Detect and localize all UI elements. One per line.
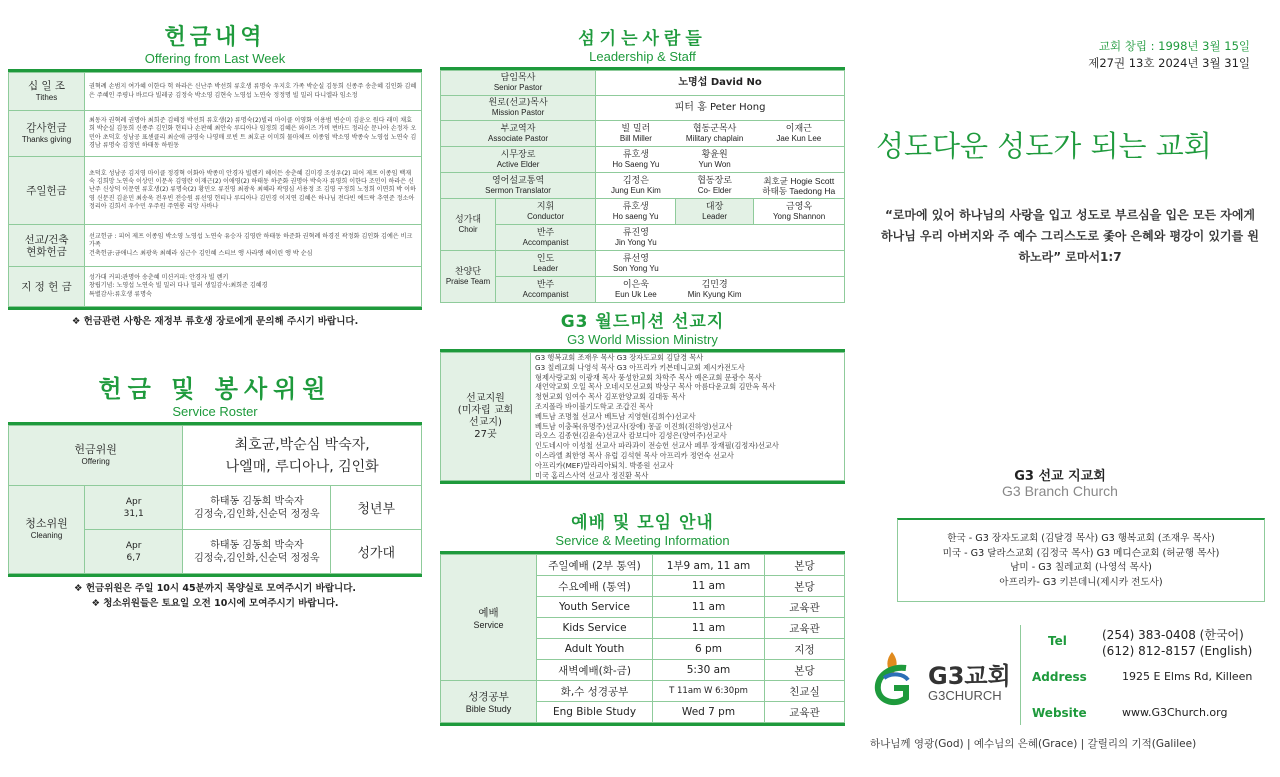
- cleaning-label: 청소위원: [25, 516, 68, 530]
- leader-label: 대장: [705, 201, 724, 212]
- praise-leader-label: 인도: [536, 253, 555, 264]
- table-row: [9, 225, 422, 267]
- accompanist-sub: Accompanist: [522, 237, 569, 247]
- translator-name-en: Jung Eun Kim: [610, 185, 661, 195]
- service-place: 교육관: [765, 618, 845, 639]
- accompanist-name-en: Jin Yong Yu: [615, 237, 657, 247]
- offering-note: ❖ 헌금관련 사항은 재정부 류호생 장로에게 문의해 주시기 바랍니다.: [71, 316, 359, 327]
- thanks-label: 감사헌금: [26, 121, 67, 134]
- table-row: [9, 426, 422, 486]
- assoc-name: 협동군목사: [692, 123, 737, 134]
- assoc-name: 이재근: [785, 123, 812, 134]
- tel-label: Tel: [1048, 634, 1067, 648]
- praise-leader-name-en: Son Yong Yu: [613, 263, 659, 273]
- list-item: 청현교회 임여수 목사 김포한양교회 김대동 목사: [535, 392, 686, 402]
- table-row: [441, 277, 845, 303]
- service-name: Adult Youth: [537, 639, 653, 660]
- thanks-names: 최동자 권혁례 권명아 최희준 김혜정 박선희 류호생(2) 류명숙(2)빌리 마이클 이영화 이용범 변순미 김윤오 원다 래미 채효희 박순실 김동희 신종주 김인화 헌티나 손판혜 최안숙 루디아나 임정희 김혜은 와이즈 가비 번바드 정리순 문나아 손정자 오민아 초덕호 성남공 표센클리 최순애 금영숙 나영매 로빈 트 최호균 이미희 물마체프 이종임 박소영 박종숙 노영섭 노연숙 김경남 류명숙 김정민 하태동 하원동: [85, 111, 422, 157]
- services-subtitle: Service & Meeting Information: [555, 533, 730, 549]
- service-place: 지정: [765, 639, 845, 660]
- list-item: 미국 - G3 달라스교회 (김정국 목사) G3 메디슨교회 (허균행 목사): [942, 547, 1220, 559]
- assoc-name: 빌 밀러: [621, 123, 651, 134]
- praise-acc-sub: Accompanist: [522, 289, 569, 299]
- choir-sub: Choir: [458, 224, 478, 234]
- co-elder-sub: Co- Elder: [697, 185, 732, 195]
- offering-member-label: 헌금위원: [74, 442, 117, 456]
- church-motto: 성도다운 성도가 되는 교회: [876, 129, 1212, 163]
- assoc-name-en: Military chaplain: [685, 133, 744, 143]
- leader-name-en: Yong Shannon: [772, 211, 826, 221]
- praise-acc-label: 반주: [536, 279, 555, 290]
- list-item: 아프리카- G3 키븐데니(제시카 전도사): [999, 576, 1163, 588]
- service-time: 5:30 am: [653, 660, 765, 681]
- senior-name: 노명섭 David No: [596, 71, 845, 96]
- service-time: T 11am W 6:30pm: [653, 681, 765, 702]
- divider: [440, 481, 845, 484]
- offering-table: [8, 72, 422, 307]
- service-time: 6 pm: [653, 639, 765, 660]
- co-elder-name: 하태동 Taedong Ha: [762, 185, 836, 196]
- cleaning-group: 성가대: [331, 530, 422, 574]
- branch-list: [897, 518, 1265, 602]
- mission-title: G3 월드미션 선교지: [560, 312, 725, 332]
- co-elder-name: 최호균 Hogie Scott: [763, 175, 835, 186]
- service-name: 수요예배 (통역): [537, 576, 653, 597]
- services-title: 예배 및 모임 안내: [571, 513, 714, 534]
- service-time: 11 am: [653, 618, 765, 639]
- roster-subtitle: Service Roster: [172, 404, 258, 419]
- divider: [8, 307, 422, 310]
- service-place: 교육관: [765, 702, 845, 723]
- assoc-label: 부교역자: [500, 123, 536, 134]
- phone-korean: (254) 383-0408 (한국어): [1102, 628, 1244, 642]
- g3-logo-icon: [866, 648, 918, 708]
- service-place: 본당: [765, 660, 845, 681]
- list-item: 라오스 김종현(김윤숙)선교사 캄보디아 김성은(양여주)선교사: [535, 431, 727, 441]
- table-row: [9, 267, 422, 307]
- praise-acc-name-en: Min Kyung Kim: [687, 289, 742, 299]
- cleaning-date: Apr 31,1: [85, 486, 183, 530]
- staff-subtitle: Leadership & Staff: [589, 49, 696, 64]
- elder-sub: Active Elder: [496, 159, 540, 169]
- address-label: Address: [1032, 670, 1087, 684]
- list-item: G3 행복교회 조재우 목사 G3 장자도교회 김달경 목사: [535, 353, 704, 362]
- list-item: 한국 - G3 장자도교회 (김달경 목사) G3 행복교회 (조재우 목사): [947, 533, 1215, 544]
- mission-offering-names: 선교헌금 : 피어 제프 이종임 박소영 노영섭 노연숙 유승자 김영란 하태동 하준화 권혁례 하경진 곽정화 김인화 김예은 비크가족 건축헌금:금애니스 최광욱 최혜라 심근수 김인혜 스티브 앵 사라앵 헤이린 앵 박 순심: [85, 225, 422, 267]
- roster-note-2: ❖ 청소위원들은 토요일 오전 10시에 모여주시기 바랍니다.: [91, 598, 339, 609]
- mission-table: [440, 352, 845, 481]
- designated-names: 성가대 커피:관명아 송춘혜 미션커피: 안경자 빌 렌키 창립기념: 노영섭 노연숙 빌 밀러 다나 밀러 생일감사:최희준 김혜경 특별감사:류호생 류명숙: [85, 267, 422, 307]
- tagline: 하나님께 영광(God) | 예수님의 은혜(Grace) | 갈릴리의 기적(Galilee): [870, 738, 1197, 750]
- tithes-label: 십 일 조: [27, 79, 66, 92]
- leader-sub: Leader: [702, 211, 728, 221]
- mission-list: [531, 353, 845, 481]
- divider: [8, 574, 422, 577]
- bible-verse: “로마에 있어 하나님의 사랑을 입고 성도로 부르심을 입은 모든 자에게 하나님 우리 아버지와 주 예수 그리스도로 좇아 은혜와 평강이 있기를 원하노라” 로마서1:7: [881, 208, 1259, 264]
- list-item: 이스라엘 최한영 목사 유럽 김석현 목사 아프리카 정연숙 선교사: [535, 450, 734, 460]
- list-item: 새언약교회 오일 목사 오네시모선교회 박상구 목사 아름다운교회 김만옥 목사: [535, 382, 776, 392]
- services-table: [440, 554, 845, 723]
- service-place: 친교실: [765, 681, 845, 702]
- praise-acc-name: 이은욱: [622, 279, 649, 290]
- list-item: 베트남 이충복(유명주)선교사(장애) 몽골 이진희(진하영)선교사: [535, 421, 733, 431]
- mission-pastor-sub: Mission Pastor: [491, 108, 545, 117]
- leader-name: 금영옥: [786, 201, 813, 212]
- worship-sub: Service: [473, 620, 504, 631]
- roster-table: [8, 425, 422, 574]
- cleaning-sub: Cleaning: [30, 530, 63, 540]
- tithes-names: 권혁례 손범지 여가혜 이한다 헉 하라은 신난주 박선희 류호생 류명숙 우지호 가족 박순실 김동희 신종주 송춘혜 김인화 김혜은 주혜인 주평나 바르다 빌레궁 김정숙 박소영 김현숙 노영섭 노연숙 정정명 빌 밀러 다니엘라 임소정: [85, 73, 422, 111]
- table-row: [441, 353, 845, 481]
- senior-sub: Senior Pastor: [493, 83, 543, 92]
- offering-title: 헌금내역: [164, 25, 266, 50]
- service-place: 교육관: [765, 597, 845, 618]
- assoc-sub: Associate Pastor: [488, 133, 549, 143]
- founded-date: 교회 창립 : 1998년 3월 15일: [1098, 39, 1250, 53]
- elder-name-en: Ho Saeng Yu: [612, 159, 660, 169]
- table-row: [441, 121, 845, 147]
- list-item: 베트남 조명철 선교사 베트남 지영현(김희수)선교사: [535, 411, 696, 421]
- senior-label: 담임목사: [500, 73, 536, 83]
- staff-column: [440, 0, 845, 777]
- service-name: Youth Service: [537, 597, 653, 618]
- accompanist-label: 반주: [536, 227, 555, 238]
- list-item: 남미 - G3 칠레교회 (나영석 목사): [1010, 562, 1152, 573]
- church-info-column: [860, 0, 1272, 777]
- offering-column: [8, 0, 422, 777]
- cleaning-names: 하태동 김동희 박숙자 김정숙,김인화,신순덕 정정욱: [183, 530, 331, 574]
- phone-english: (612) 812-8157 (English): [1102, 644, 1253, 658]
- elder-name: 류호생: [622, 149, 649, 160]
- conductor-sub: Conductor: [527, 211, 565, 221]
- worship-label: 예배: [478, 607, 499, 620]
- divider: [1020, 625, 1021, 725]
- issue-info: 제27권 13호 2024년 3월 31일: [1088, 56, 1250, 70]
- roster-note-1: ❖ 헌금위원은 주일 10시 45분까지 목양실로 모여주시기 바랍니다.: [74, 583, 356, 594]
- co-elder-label: 협동장로: [697, 175, 732, 186]
- logo-subtext: G3CHURCH: [928, 688, 1002, 703]
- thanks-sub: Thanks giving: [21, 134, 72, 144]
- tithes-sub: Tithes: [35, 92, 58, 102]
- service-name: 새벽예배(화-금): [537, 660, 653, 681]
- conductor-label: 지휘: [536, 201, 555, 212]
- table-row: [9, 486, 422, 530]
- praise-leader-name: 류선영: [622, 253, 649, 264]
- mission-offering-label2: 현화헌금: [26, 245, 67, 258]
- table-row: [441, 173, 845, 199]
- staff-table: [440, 70, 845, 303]
- assoc-name-en: Jae Kun Lee: [776, 133, 822, 143]
- translator-sub: Sermon Translator: [485, 185, 551, 195]
- table-row: [441, 225, 845, 251]
- branch-title: G3 선교 지교회: [1014, 469, 1106, 484]
- service-time: 1부9 am, 11 am: [653, 555, 765, 576]
- service-time: 11 am: [653, 576, 765, 597]
- list-item: 인도네시아 이성철 선교사 파라과이 전승헌 선교사 페루 장재필(김정자)선교사: [535, 441, 779, 451]
- praise-acc-name-en: Eun Uk Lee: [614, 289, 657, 299]
- cleaning-names: 하태동 김동희 박숙자 김정숙,김인화,신순덕 정정욱: [183, 486, 331, 530]
- service-name: Kids Service: [537, 618, 653, 639]
- offering-members: 최호균,박순심 박숙자, 나엘매, 루디아나, 김인화: [183, 426, 422, 486]
- praise-sub: Praise Team: [445, 276, 491, 286]
- logo-text: G3교회: [928, 662, 1011, 690]
- service-place: 본당: [765, 576, 845, 597]
- praise-acc-name: 김민경: [701, 279, 728, 290]
- mission-pastor-name: 피터 홍 Peter Hong: [596, 96, 845, 121]
- offering-member-sub: Offering: [81, 456, 110, 466]
- accompanist-name: 류진영: [622, 227, 649, 238]
- conductor-name-en: Ho saeng Yu: [612, 211, 659, 221]
- mission-offering-label: 선교/건축: [24, 233, 69, 246]
- elder-name-en: Yun Won: [698, 159, 731, 169]
- staff-title: 섬기는사람들: [578, 29, 707, 49]
- service-time: Wed 7 pm: [653, 702, 765, 723]
- elder-label: 시무장로: [500, 149, 536, 160]
- divider: [440, 723, 845, 726]
- table-row: [441, 96, 845, 121]
- cleaning-group: 청년부: [331, 486, 422, 530]
- table-row: [9, 111, 422, 157]
- translator-label: 영어설교통역: [491, 175, 545, 186]
- praise-leader-sub: Leader: [533, 263, 559, 273]
- sunday-label: 주일헌금: [26, 184, 67, 197]
- table-row: [441, 147, 845, 173]
- list-item: 미국 홈리스사역 선교사 정진환 목사: [535, 470, 649, 480]
- service-time: 11 am: [653, 597, 765, 618]
- address-value: 1925 E Elms Rd, Killeen: [1122, 670, 1253, 683]
- table-row: [441, 251, 845, 277]
- list-item: 아프리카(MEF)말라리아퇴치. 박종원 선교사: [535, 460, 674, 470]
- assoc-name-en: Bill Miller: [619, 133, 652, 143]
- branch-subtitle: G3 Branch Church: [1002, 483, 1118, 499]
- mission-subtitle: G3 World Mission Ministry: [567, 332, 718, 347]
- website-label: Website: [1032, 706, 1087, 720]
- list-item: 형제사랑교회 이광재 목사 풍성한교회 차학주 목사 예온교회 문광수 목사: [535, 372, 762, 382]
- table-row: [9, 73, 422, 111]
- website-link[interactable]: www.G3Church.org: [1122, 706, 1228, 719]
- praise-label: 찬양단: [454, 266, 482, 277]
- offering-subtitle: Offering from Last Week: [144, 51, 286, 66]
- service-name: 화,수 성경공부: [537, 681, 653, 702]
- list-item: 조지폴라 바이블기도학교 조갑진 목사: [535, 401, 653, 411]
- table-row: [441, 681, 845, 702]
- cleaning-date: Apr 6,7: [85, 530, 183, 574]
- service-name: Eng Bible Study: [537, 702, 653, 723]
- choir-label: 성가대: [454, 214, 482, 225]
- list-item: G3 칠레교회 나영석 목사 G3 아프리카 키븐데니교회 제시카전도사: [535, 362, 745, 372]
- table-row: [441, 199, 845, 225]
- translator-name: 김정은: [622, 175, 649, 186]
- roster-title: 헌금 및 봉사위원: [98, 375, 332, 403]
- elder-name: 황윤원: [701, 149, 728, 160]
- designated-label: 지 정 헌 금: [21, 280, 72, 293]
- table-row: [9, 157, 422, 225]
- mission-pastor-label: 원로(선교)목사: [488, 98, 548, 108]
- table-row: [441, 71, 845, 96]
- bible-sub: Bible Study: [465, 704, 512, 715]
- service-place: 본당: [765, 555, 845, 576]
- conductor-name: 류호생: [622, 201, 649, 212]
- service-name: 주일예배 (2부 통역): [537, 555, 653, 576]
- mission-label: 선교지원 (미자립 교회 선교지) 27곳: [441, 353, 531, 481]
- sunday-names: 초덕호 성남공 김지영 마이클 정경혁 이화아 박종미 안경자 빌렌키 헤이든 송춘혜 김미경 조성우(2) 피어 제프 이종임 백재숙 김희망 노연숙 이상민 이문옥 김영란 이재근(2) 이애영(2) 하태동 하준화 권명아 박숙자 류영희 이한다 조민이 하라은 신난주 신상덕 이문연 류호생(2) 류명숙(2) 황민오 류진영 최광욱 최혜라 곽영심 서용정 조 김영 구정희 노정희 이면희 박 이하영 신문진 김윤민 최송욱 전우빈 전승원 류선영 헌티나 루디아나 김민경 이지연 김혜은 하나님 전다빈 예드락 추연준 정소아 정리아 김희서 우수민 우주원 주연롱 리앙 사바나: [85, 157, 422, 225]
- bible-label: 성경공부: [468, 691, 509, 704]
- table-row: [441, 555, 845, 576]
